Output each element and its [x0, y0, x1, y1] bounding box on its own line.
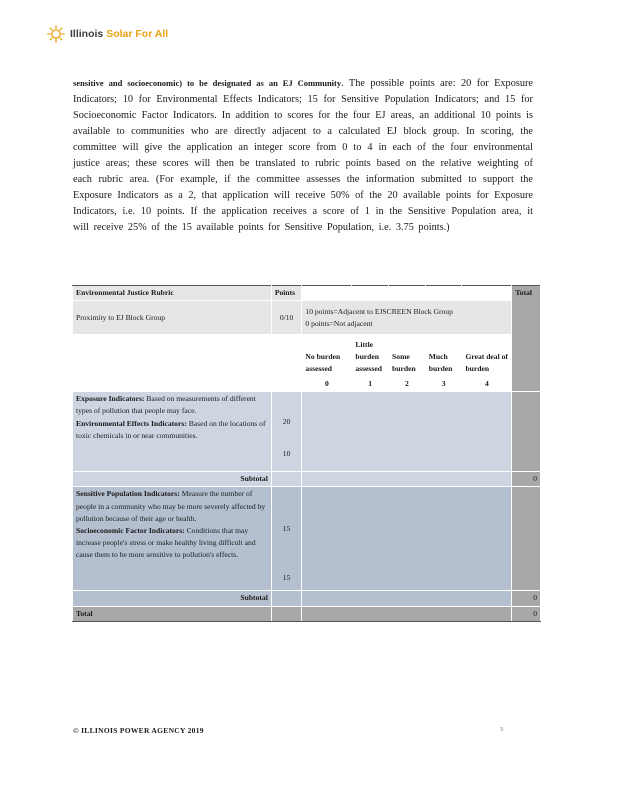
group2-subtotal-value: 0	[512, 591, 541, 606]
total-column-header: Total	[512, 286, 541, 392]
sensitive-population-label: Sensitive Population Indicators:	[76, 489, 180, 499]
scale-label: Great deal of burden	[462, 335, 512, 377]
rubric-header: Environmental Justice Rubric	[73, 286, 272, 301]
scale-score: 1	[352, 377, 389, 392]
group2-subtotal-label: Subtotal	[73, 591, 272, 606]
group1-subtotal-value: 0	[512, 472, 541, 487]
intro-bold-text: sensitive and socioeconomic)	[73, 78, 183, 88]
page-number: 3	[500, 727, 503, 733]
scale-label: Much burden	[425, 335, 462, 377]
illinois-solar-for-all-logo	[47, 25, 168, 43]
environmental-effects-desc: Based on the locations of toxic chemicals in or near communities.	[76, 418, 266, 440]
grand-total-label: Total	[73, 606, 272, 621]
logo-text-solar-for-all: Solar For All	[106, 28, 169, 40]
scale-score: 3	[425, 377, 462, 392]
proximity-label: Proximity to EJ Block Group	[73, 301, 272, 335]
exposure-environmental-block	[73, 392, 272, 472]
socioeconomic-points: 15	[282, 572, 291, 582]
scoring-paragraph	[73, 75, 533, 236]
points-header: Points	[271, 286, 302, 301]
footer-copyright: © ILLINOIS POWER AGENCY 2019	[73, 726, 204, 735]
scale-label: Little burden assessed	[352, 335, 389, 377]
scale-score: 2	[389, 377, 426, 392]
sensitive-population-desc: Measure the number of people in a community who may be more severely affected by pollution because of their age or health.	[76, 489, 266, 523]
proximity-points: 0/10	[271, 301, 302, 335]
scale-label: No burden assessed	[302, 335, 352, 377]
exposure-indicators-desc: Based on measurements of different types of pollution that people may face.	[76, 394, 256, 416]
intro-text: to be designated as	[182, 78, 269, 88]
proximity-note	[302, 301, 512, 335]
proximity-note-not-adjacent: 0 points=Not adjacent	[305, 318, 373, 328]
ej-community-label: an EJ Community	[268, 78, 342, 88]
exposure-points: 20	[282, 417, 291, 427]
group1-points	[271, 392, 302, 472]
logo-text-illinois: Illinois	[70, 28, 104, 40]
sensitive-points: 15	[282, 524, 291, 534]
scale-label: Some burden	[389, 335, 426, 377]
logo-text	[70, 28, 168, 40]
scale-score: 4	[462, 377, 512, 392]
socioeconomic-factor-desc: Conditions that may increase people's stress or make healthy living difficult and cause them to be more sensitive to pollution's effects.	[76, 525, 256, 560]
grand-total-value: 0	[512, 606, 541, 621]
group2-points	[271, 487, 302, 591]
scale-score: 0	[302, 377, 352, 392]
sun-logo-icon	[47, 25, 65, 43]
ej-rubric-table	[72, 285, 541, 621]
paragraph-text: . The possible points are: 20 for Exposure Indicators; 10 for Environmental Effects Indicators; 15 for Sensitive Population Indicators; and 15 for Socioeconomic Factor Indicators. In addition to scores for the four EJ areas, an additional 10 points is available to communities who are directly adjacent to a calculated EJ block group. In scoring, the committee will give the application an integer score from 0 to 4 in each of the four environmental justice areas; these scores will then be translated to rubric points based on the relative weighting of each rubric area. (For example, if the committee assesses the information submitted to support the Exposure Indicators as a 2, that application will receive 50% of the 20 available points for Exposure Indicators, i.e. 10 points. If the application receives a score of 1 in the Sensitive Population area, it will receive 25% of the 15 available points for Sensitive Population, i.e. 3.75 points.)	[73, 78, 534, 233]
environmental-effects-label: Environmental Effects Indicators:	[76, 418, 187, 428]
sensitive-socioeconomic-block	[73, 487, 272, 591]
group1-subtotal-label: Subtotal	[73, 472, 272, 487]
proximity-note-adjacent: 10 points=Adjacent to EJSCREEN Block Group	[305, 306, 453, 316]
socioeconomic-factor-label: Socioeconomic Factor Indicators:	[76, 525, 185, 535]
environmental-points: 10	[282, 449, 291, 459]
exposure-indicators-label: Exposure Indicators:	[76, 394, 145, 404]
